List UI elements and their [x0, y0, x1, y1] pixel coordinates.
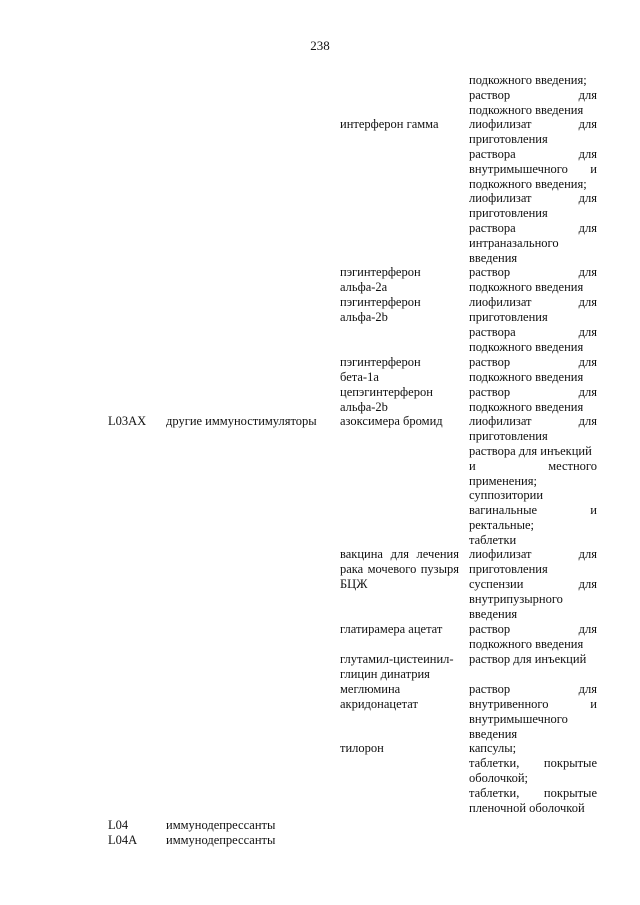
dosage-form-line: подкожного введения: [469, 102, 584, 117]
drug-name: [340, 295, 459, 325]
dosage-form-line: приготовления: [469, 428, 548, 443]
dosage-form-line: приготовления: [469, 206, 548, 221]
dosage-form-line: раствор для: [469, 682, 597, 696]
dosage-form-line: вагинальные и: [469, 503, 597, 518]
dosage-form: [469, 682, 597, 742]
dosage-form-line: подкожного введения: [469, 399, 584, 414]
dosage-form: [469, 355, 597, 385]
drug-name: [340, 385, 459, 415]
dosage-form-line: раствор для: [469, 622, 597, 636]
dosage-form-line: раствор для инъекций: [469, 652, 587, 666]
dosage-form-line: введения: [469, 726, 518, 741]
dosage-form-line: лиофилизат для: [469, 117, 597, 131]
dosage-form-line: раствора для: [469, 221, 597, 236]
dosage-form-line: ректальные;: [469, 518, 535, 533]
drug-name: [340, 414, 459, 429]
dosage-form-line: раствор для: [469, 87, 597, 102]
drug-name-line: глутамил-цистеинил-: [340, 652, 454, 666]
dosage-form: [469, 265, 597, 295]
dosage-form-line: подкожного введения;: [469, 73, 587, 87]
drug-name: [340, 741, 459, 756]
dosage-form-line: оболочкой;: [469, 770, 528, 785]
dosage-form-line: внутривенного и: [469, 696, 597, 711]
drug-name-line: азоксимера бромид: [340, 414, 443, 428]
drug-name-line: альфа-2b: [340, 309, 388, 324]
dosage-form: [469, 117, 597, 266]
dosage-form-line: приготовления: [469, 131, 548, 146]
drug-name-line: пэгинтерферон: [340, 355, 421, 369]
drug-name-line: глатирамера ацетат: [340, 622, 443, 636]
dosage-form: [469, 385, 597, 415]
dosage-form-line: введения: [469, 606, 518, 621]
dosage-form-line: лиофилизат для: [469, 414, 597, 428]
atc-code: L03AX: [108, 414, 147, 428]
dosage-form: [469, 414, 597, 548]
page-number: 238: [310, 38, 330, 53]
atc-group-name: иммунодепрессанты: [166, 818, 276, 832]
dosage-form-line: подкожного введения;: [469, 176, 587, 191]
dosage-form-line: раствора для: [469, 324, 597, 339]
dosage-form: [469, 622, 597, 652]
drug-name: [340, 117, 459, 132]
dosage-form-line: и местного: [469, 458, 597, 473]
drug-name-line: тилорон: [340, 741, 384, 755]
drug-name: [340, 682, 459, 712]
drug-name-line: цепэгинтерферон: [340, 385, 433, 399]
drug-name-line: альфа-2a: [340, 279, 388, 294]
dosage-form-line: таблетки, покрытые: [469, 755, 597, 770]
drug-name-line: вакцина для лечения: [340, 547, 459, 561]
atc-code: L04A: [108, 833, 138, 847]
drug-name-line: интерферон гамма: [340, 117, 439, 131]
drug-name: [340, 622, 459, 637]
dosage-form: [469, 73, 597, 118]
dosage-form-line: лиофилизат для: [469, 191, 597, 206]
dosage-form-line: подкожного введения: [469, 369, 584, 384]
dosage-form-line: подкожного введения: [469, 339, 584, 354]
drug-name: [340, 265, 459, 295]
dosage-form-line: лиофилизат для: [469, 547, 597, 561]
dosage-form-line: таблетки: [469, 533, 517, 548]
dosage-form-line: раствор для: [469, 265, 597, 279]
dosage-form-line: суппозитории: [469, 488, 544, 503]
dosage-form: [469, 741, 597, 815]
dosage-form-line: лиофилизат для: [469, 295, 597, 309]
drug-name-line: бета-1a: [340, 369, 379, 384]
dosage-form-line: раствор для: [469, 385, 597, 399]
dosage-form-line: суспензии для: [469, 576, 597, 591]
dosage-form-line: раствора для инъекций: [469, 443, 592, 458]
dosage-form-line: внутримышечного: [469, 711, 568, 726]
dosage-form-line: интраназального: [469, 236, 559, 251]
drug-name-line: пэгинтерферон: [340, 265, 421, 279]
drug-name-line: БЦЖ: [340, 576, 368, 591]
dosage-form-line: капсулы;: [469, 741, 517, 755]
dosage-form-line: подкожного введения: [469, 279, 584, 294]
dosage-form-line: внутримышечного и: [469, 161, 597, 176]
drug-name-line: пэгинтерферон: [340, 295, 421, 309]
dosage-form-line: приготовления: [469, 561, 548, 576]
drug-name-line: рака мочевого пузыря: [340, 561, 459, 576]
dosage-form-line: введения: [469, 251, 518, 266]
atc-group-name: другие иммуностимуляторы: [166, 414, 317, 428]
dosage-form: [469, 652, 597, 667]
dosage-form-line: приготовления: [469, 309, 548, 324]
dosage-form: [469, 295, 597, 355]
dosage-form-line: подкожного введения: [469, 636, 584, 651]
dosage-form-line: таблетки, покрытые: [469, 785, 597, 800]
drug-name-line: меглюмина: [340, 682, 401, 696]
dosage-form-line: пленочной оболочкой: [469, 800, 585, 815]
drug-name-line: альфа-2b: [340, 399, 388, 414]
drug-name: [340, 547, 459, 592]
atc-code: L04: [108, 818, 129, 832]
dosage-form-line: применения;: [469, 473, 537, 488]
dosage-form-line: раствор для: [469, 355, 597, 369]
drug-name-line: глицин динатрия: [340, 666, 430, 681]
drug-name: [340, 652, 459, 682]
dosage-form-line: раствора для: [469, 146, 597, 161]
dosage-form: [469, 547, 597, 621]
drug-name: [340, 355, 459, 385]
atc-group-name: иммунодепрессанты: [166, 833, 276, 847]
drug-name-line: акридонацетат: [340, 696, 418, 711]
dosage-form-line: внутрипузырного: [469, 591, 563, 606]
